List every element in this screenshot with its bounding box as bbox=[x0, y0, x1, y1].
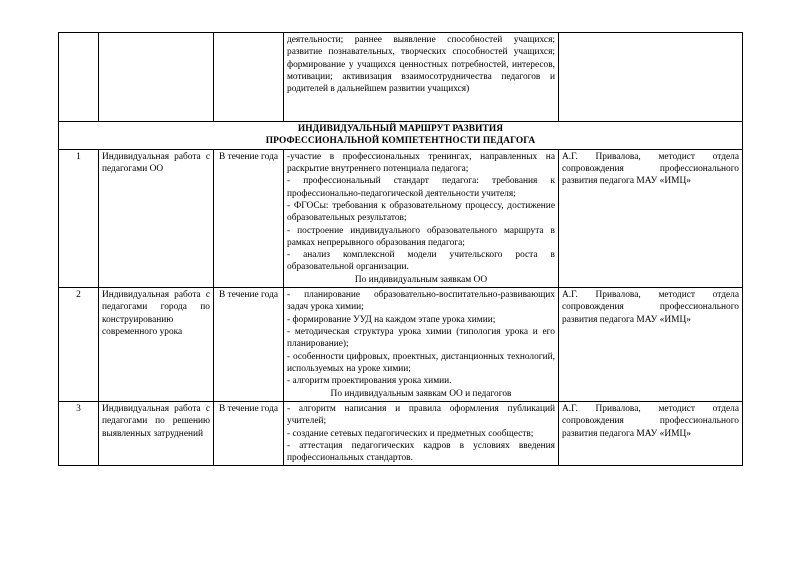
section-title bbox=[59, 122, 743, 150]
activity-plan-table bbox=[58, 32, 743, 466]
content-item: - формирование УУД на каждом этапе урока химии; bbox=[287, 314, 496, 325]
cell-responsible: А.Г. Привалова, методист отдела сопровождения профессионального развития педагога МАУ «ИМЦ» bbox=[559, 149, 743, 287]
section-title-line-2: ПРОФЕССИОНАЛЬНОЙ КОМПЕТЕНТНОСТИ ПЕДАГОГА bbox=[265, 136, 536, 147]
content-item: - алгоритм проектирования урока химии. bbox=[287, 376, 452, 387]
content-footer: По индивидуальным заявкам ОО bbox=[354, 274, 488, 285]
cell-responsible bbox=[559, 33, 743, 122]
cell-direction bbox=[99, 33, 214, 122]
cell-direction: Индивидуальная работа с педагогами города по конструированию современного урока bbox=[99, 288, 214, 402]
cell-responsible: А.Г. Привалова, методист отдела сопровождения профессионального развития педагога МАУ «ИМЦ» bbox=[559, 401, 743, 466]
table-row-continued bbox=[59, 33, 743, 122]
content-item: - ФГОСы: требования к образовательному процессу, достижение образовательных результатов; bbox=[287, 200, 555, 224]
cell-direction: Индивидуальная работа с педагогами ОО bbox=[99, 149, 214, 287]
cell-term: В течение года bbox=[214, 288, 284, 402]
content-item: - построение индивидуального образовательного маршрута в рамках непрерывного образования педагога; bbox=[287, 225, 555, 248]
section-title-line-1: ИНДИВИДУАЛЬНЫЙ МАРШРУТ РАЗВИТИЯ bbox=[297, 124, 504, 134]
cell-content bbox=[284, 149, 559, 287]
cell-term: В течение года bbox=[214, 401, 284, 466]
content-item: -участие в профессиональных тренингах, направленных на раскрытие внутреннего потенциала педагога; bbox=[287, 151, 555, 174]
content-item: - алгоритм написания и правила оформления публикаций учителей; bbox=[287, 403, 555, 427]
table-row bbox=[59, 149, 743, 287]
cell-content: деятельности; раннее выявление способностей учащихся; развитие познавательных, творческих способностей учащихся; формирование у учащихся ценностных потребностей, интересов, мотивации; активизация взаимосотрудничества педагогов и родителей в дальнейшем развитии учащихся) bbox=[284, 33, 559, 122]
content-item: - создание сетевых педагогических и предметных сообществ; bbox=[287, 428, 534, 439]
cell-term: В течение года bbox=[214, 149, 284, 287]
content-item: - аттестация педагогических кадров в условиях введения профессиональных стандартов. bbox=[287, 440, 555, 464]
content-item: - профессиональный стандарт педагога: требования к профессионально-педагогической деятельности учителя; bbox=[287, 176, 555, 199]
content-item: - особенности цифровых, проектных, дистанционных технологий, используемых на уроке химии; bbox=[287, 351, 555, 374]
table-row bbox=[59, 401, 743, 466]
cell-number: 1 bbox=[59, 149, 99, 287]
cell-number: 3 bbox=[59, 401, 99, 466]
cell-number bbox=[59, 33, 99, 122]
cell-direction: Индивидуальная работа с педагогами по решению выявленных затруднений bbox=[99, 401, 214, 466]
content-item: - методическая структура урока химии (типология урока и его планирование); bbox=[287, 327, 555, 350]
table-row bbox=[59, 288, 743, 402]
cell-number: 2 bbox=[59, 288, 99, 402]
cell-responsible: А.Г. Привалова, методист отдела сопровождения профессионального развития педагога МАУ «ИМЦ» bbox=[559, 288, 743, 402]
content-item: - анализ комплексной модели учительского роста в образовательной организации. bbox=[287, 250, 555, 273]
table-row-section-banner bbox=[59, 122, 743, 150]
cell-term bbox=[214, 33, 284, 122]
content-footer: По индивидуальным заявкам ОО и педагогов bbox=[330, 388, 512, 399]
cell-content bbox=[284, 288, 559, 402]
content-item: - планирование образовательно-воспитательно-развивающих задач урока химии; bbox=[287, 290, 555, 313]
cell-content bbox=[284, 401, 559, 466]
